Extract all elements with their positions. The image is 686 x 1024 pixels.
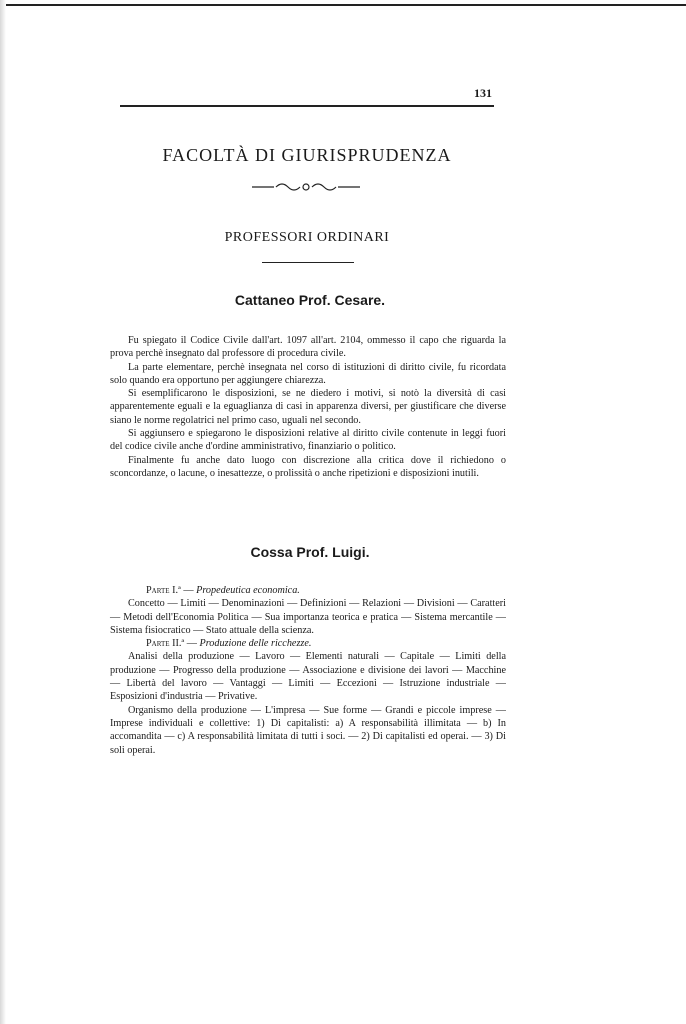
page-number: 131 (474, 86, 492, 100)
paragraph: Fu spiegato il Codice Civile dall'art. 1097 all'art. 2104, ommesso il capo che riguarda la prova perchè insegnato dal professore di procedura civile. (110, 335, 506, 360)
section-heading: PROFESSORI ORDINARI (224, 230, 390, 245)
ornamental-divider-icon (250, 180, 362, 194)
professor-name: Cossa Prof. Luigi. (250, 544, 370, 560)
paragraph: Si aggiunsero e spiegarono le disposizioni relative al diritto civile contenute in leggi fuori del codice civile anche d'ordine amministrativo, finanziario o politico. (110, 428, 506, 453)
part-heading (110, 584, 506, 597)
course-description (110, 334, 506, 480)
page-binding-edge (0, 0, 6, 1024)
paragraph: Finalmente fu anche dato luogo con discrezione alla critica dove il richiedono o sconcordanze, o lacune, o inesattezze, o prolissità o anche ripetizioni e disposizioni inutili. (110, 454, 506, 479)
faculty-title: FACOLTÀ DI GIURISPRUDENZA (162, 145, 452, 165)
paragraph: Si esemplificarono le disposizioni, se ne diedero i motivi, si notò la diversità di casi apparentemente eguali e la eguaglianza di casi in apparenza diversi, per giustificare che diverse siano le norme regolatrici nel primo caso, uguali nel secondo. (110, 388, 506, 426)
part-title: Propedeutica economica. (196, 585, 300, 596)
paragraph: Concetto — Limiti — Denominazioni — Definizioni — Relazioni — Divisioni — Caratteri — Metodi dell'Economia Politica — Sua importanza teorica e pratica — Sistema mercantile — Sistema fisiocratico — Stato attuale della scienza. (110, 598, 506, 636)
paragraph: Analisi della produzione — Lavoro — Elementi naturali — Capitale — Limiti della produzione — Progresso della produzione — Associazione e divisione dei lavori — Macchine — Libertà del lavoro — Vantaggi — Limiti — Eccezioni — Istruzione industriale — Esposizioni d'industria — Privative. (110, 651, 506, 703)
part-label: Parte II.ª — (146, 638, 197, 650)
part-label: Parte I.ª — (146, 585, 194, 596)
header-rule (120, 105, 494, 107)
section-rule (262, 262, 354, 263)
course-description (110, 584, 506, 757)
part-title: Produzione delle ricchezze. (199, 638, 312, 650)
paragraph: La parte elementare, perchè insegnata nel corso di istituzioni di diritto civile, fu ricordata solo quando era opportuno per aggiungere chiarezza. (110, 361, 506, 386)
part-heading (110, 637, 506, 650)
paragraph: Organismo della produzione — L'impresa — Sue forme — Grandi e piccole imprese — Imprese individuali e collettive: 1) Di capitalisti: a) A responsabilità illimitata — b) In accomandita — c) A responsabilità limitata di tutti i soci. — 2) Di capitalisti ed operai. — 3) Di soli operai. (110, 704, 506, 756)
professor-name: Cattaneo Prof. Cesare. (234, 292, 386, 308)
page-top-edge (0, 0, 686, 6)
